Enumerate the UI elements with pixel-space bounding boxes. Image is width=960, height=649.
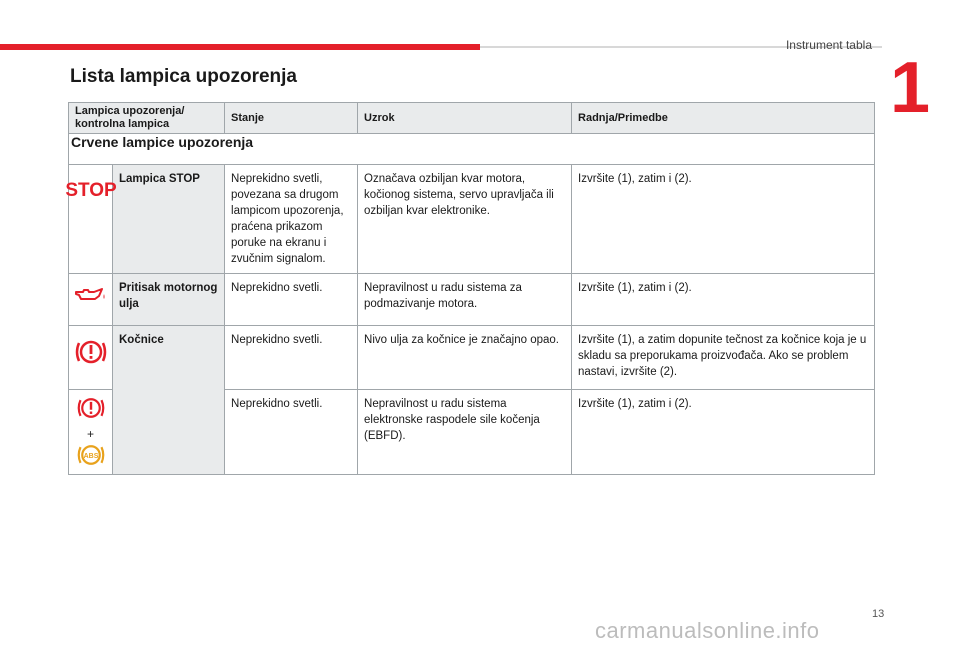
lamp-uzrok: Označava ozbiljan kvar motora, kočionog sistema, servo upravljača ili ozbiljan kvar elektronike. [358,165,572,274]
header-uzrok: Uzrok [358,103,572,134]
icon-cell [64,165,117,274]
header-red-bar [0,44,480,50]
lamp-uzrok: Nepravilnost u radu sistema elektronske raspodele sile kočenja (EBFD). [358,390,572,475]
lamp-name: Kočnice [113,326,225,475]
lamp-radnja: Izvršite (1), zatim i (2). [572,165,875,274]
group-row [69,134,875,165]
lamp-uzrok: Nepravilnost u radu sistema za podmazivanje motora. [358,274,572,326]
page-number: 13 [872,608,885,620]
header-radnja: Radnja/Primedbe [572,103,875,134]
lamp-name: Pritisak motornog ulja [113,274,225,326]
table-row [69,274,875,326]
brake-warning-icon [73,394,109,422]
section-name: Instrument tabla [785,38,872,52]
watermark: carmanualsonline.info [595,618,820,643]
lamp-radnja: Izvršite (1), zatim i (2). [572,390,875,475]
table-header-row [69,103,875,134]
svg-text:ABS: ABS [83,453,98,461]
header-lampica: Lampica upozorenja/ kontrolna lampica [69,103,225,134]
lamp-stanje: Neprekidno svetli. [225,390,358,475]
abs-icon [73,441,109,469]
oil-can-icon [73,284,109,306]
page-title: Lista lampica upozorenja [70,66,297,87]
header-stanje: Stanje [225,103,358,134]
table-row [69,326,875,390]
svg-text:STOP: STOP [64,180,117,201]
lamp-radnja: Izvršite (1), a zatim dopunite tečnost za kočnice koja je u skladu sa preporukama proizvođača. Ako se problem nastavi, izvršite (2). [572,326,875,390]
icon-cell [69,326,113,390]
lamp-uzrok: Nivo ulja za kočnice je značajno opao. [358,326,572,390]
lamp-radnja: Izvršite (1), zatim i (2). [572,274,875,326]
stop-icon [64,177,117,201]
icon-cell [69,390,113,475]
table-row [69,165,875,274]
lamp-name: Lampica STOP [113,165,225,274]
warning-lights-table [64,102,875,475]
chapter-number: 1 [890,48,931,128]
lamp-stanje: Neprekidno svetli. [225,274,358,326]
icon-cell [69,274,113,326]
brake-warning-icon [73,336,109,368]
group-title: Crvene lampice upozorenja [71,134,254,150]
plus-sign: + [86,427,94,441]
lamp-stanje: Neprekidno svetli, povezana sa drugom lampicom upozorenja, praćena prikazom poruke na ekranu i zvučnim signalom. [225,165,358,274]
lamp-stanje: Neprekidno svetli. [225,326,358,390]
